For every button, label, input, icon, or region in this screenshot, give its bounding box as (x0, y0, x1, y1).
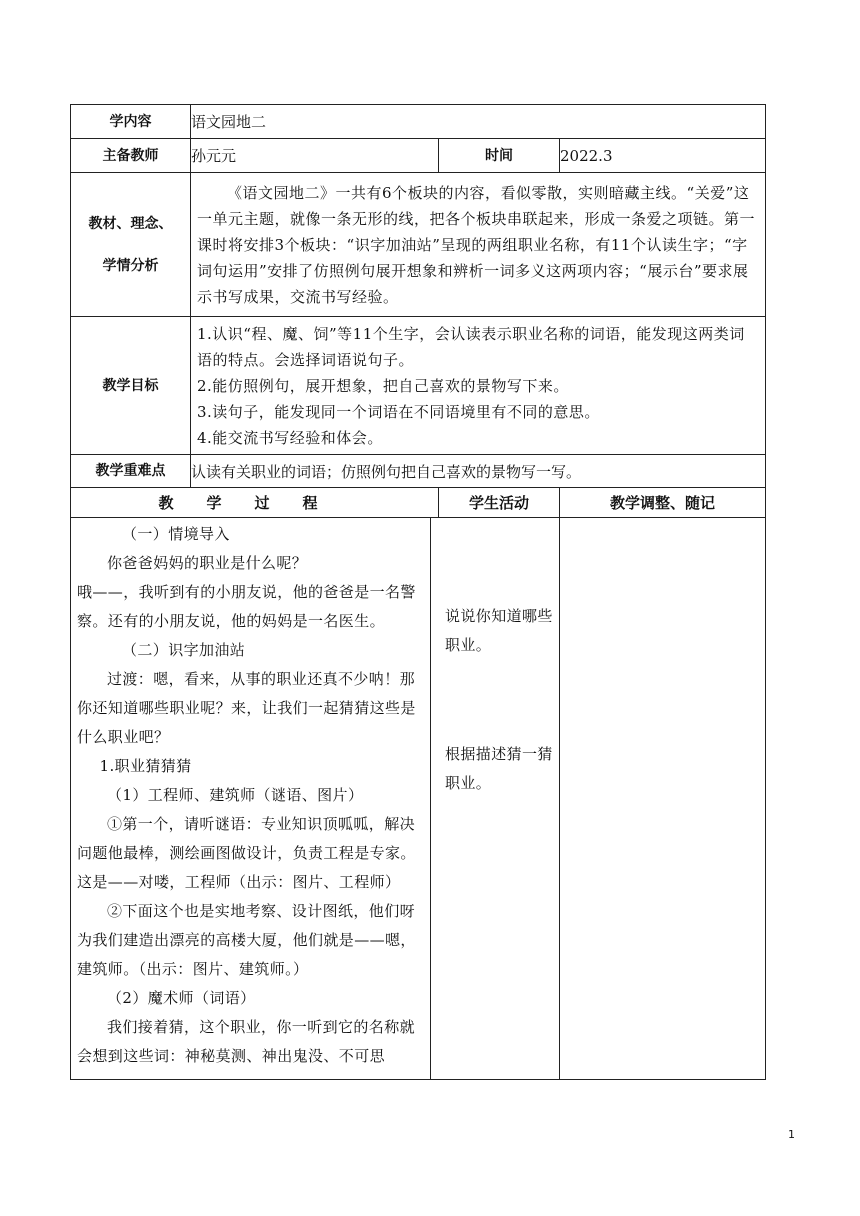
key-points-label: 教学重难点 (71, 455, 191, 488)
key-points-row (71, 455, 766, 488)
activity-header: 学生活动 (439, 488, 560, 518)
process-line: （二）识字加油站 (122, 641, 246, 659)
process-cell (71, 518, 431, 1080)
goal-item: 1.认识“程、魔、饲”等11个生字，会认读表示职业名称的词语，能发现这两类词语的特点。会选择词语说句子。 (197, 324, 745, 369)
process-line: （2）魔术师（词语） (107, 989, 256, 1007)
goals-cell (191, 317, 766, 455)
process-line: 我们接着猜，这个职业，你一听到它的名称就会想到这些词：神秘莫测、神出鬼没、不可思 (77, 1018, 416, 1065)
process-line: 你爸爸妈妈的职业是什么呢？ (107, 554, 308, 572)
analysis-label-line-1: 教材、理念、 (88, 215, 173, 232)
lesson-plan-table (70, 104, 766, 1080)
key-points-text: 认读有关职业的词语；仿照例句把自己喜欢的景物写一写。 (191, 455, 766, 488)
process-line: ②下面这个也是实地考察、设计图纸，他们呀为我们建造出漂亮的高楼大厦，他们就是——嗯，建筑师。（出示：图片、建筑师。） (77, 902, 416, 978)
process-header-row (71, 488, 766, 518)
teacher-label: 主备教师 (71, 139, 191, 173)
analysis-row (71, 173, 766, 317)
analysis-text: 《语文园地二》一共有6个板块的内容，看似零散，实则暗藏主线。“关爱”这一单元主题，就像一条无形的线，把各个板块串联起来，形成一条爱之项链。第一课时将安排3个板块：“识字加油站”呈现的两组职业名称，有11个认读生字；“字词句运用”安排了仿照例句展开想象和辨析一词多义这两项内容；“展示台”要求展示书写成果，交流书写经验。 (197, 183, 756, 306)
analysis-label-line-2: 学情分析 (102, 257, 159, 274)
process-line: （1）工程师、建筑师（谜语、图片） (107, 786, 364, 804)
teacher-value: 孙元元 (191, 139, 439, 173)
page-number: 1 (788, 1128, 795, 1141)
analysis-label (71, 173, 191, 317)
process-line: 哦——，我听到有的小朋友说，他的爸爸是一名警察。还有的小朋友说，他的妈妈是一名医生。 (77, 583, 416, 630)
process-row (71, 518, 766, 1080)
content-row (71, 105, 766, 139)
process-line: ①第一个，请听谜语：专业知识顶呱呱，解决问题他最棒，测绘画图做设计，负责工程是专家。这是——对喽，工程师（出示：图片、工程师） (77, 815, 416, 891)
time-label: 时间 (439, 139, 560, 173)
content-label: 学内容 (71, 105, 191, 139)
goals-label: 教学目标 (71, 317, 191, 455)
goal-item: 2.能仿照例句，展开想象，把自己喜欢的景物写下来。 (197, 376, 569, 395)
process-line: （一）情境导入 (122, 525, 230, 543)
process-line: 1.职业猜猜猜 (99, 757, 192, 775)
activity-text: 根据描述猜一猜职业。 (445, 745, 553, 792)
teacher-row (71, 139, 766, 173)
notes-header: 教学调整、随记 (560, 488, 766, 518)
analysis-cell (191, 173, 766, 317)
goal-item: 3.读句子，能发现同一个词语在不同语境里有不同的意思。 (197, 402, 600, 421)
content-value: 语文园地二 (191, 105, 766, 139)
goals-row (71, 317, 766, 455)
notes-cell (560, 518, 766, 1080)
process-line: 过渡：嗯，看来，从事的职业还真不少呐！那你还知道哪些职业呢？来，让我们一起猜猜这些是什么职业吧？ (77, 670, 416, 746)
activity-text: 说说你知道哪些职业。 (445, 607, 553, 654)
time-value: 2022.3 (560, 139, 766, 173)
process-header: 教学过程 (71, 488, 439, 518)
goal-item: 4.能交流书写经验和体会。 (197, 428, 383, 447)
activity-cell (431, 518, 560, 1080)
